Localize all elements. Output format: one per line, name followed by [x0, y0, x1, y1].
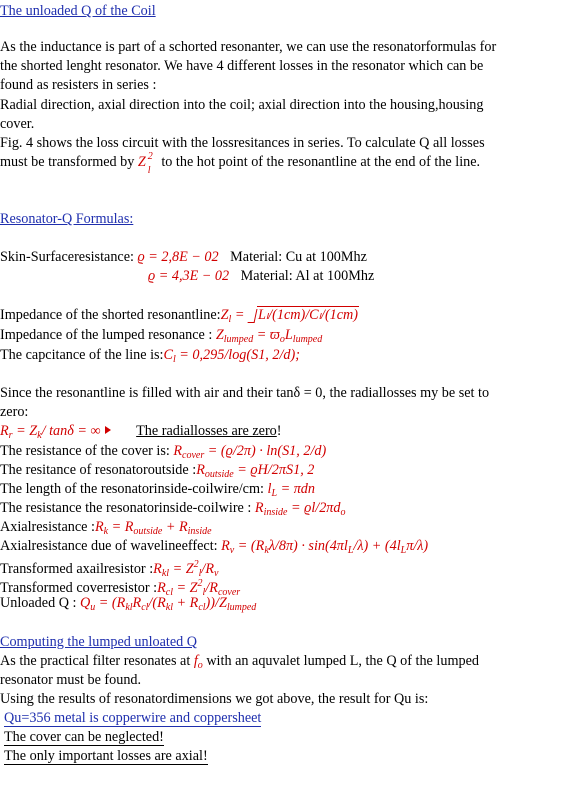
- radial-line-2: zero:: [0, 404, 29, 420]
- fo-symbol: f: [193, 653, 198, 669]
- formula-expression: [268, 481, 315, 497]
- skin-formula-cu: ϱ = 2,8E − 02: [137, 249, 219, 265]
- lumped-line-2: resonator must be found.: [0, 672, 142, 688]
- impedance-lumped-formula: [216, 327, 322, 343]
- formula-part-sub2: kl: [125, 602, 133, 613]
- formula-part-rhs: = ϱl/2πd: [287, 500, 341, 516]
- rr-end: / tanδ = ∞: [41, 423, 101, 439]
- result-cover-text: The cover can be neglected!: [4, 729, 164, 745]
- formula-part-rhs: = (R: [234, 538, 265, 554]
- result-axial: [4, 747, 208, 765]
- formula-label: The resitance of resonatoroutside :: [0, 462, 197, 478]
- formula-part-sub2: k: [264, 545, 269, 556]
- formula-part-sup2: 2: [193, 559, 199, 570]
- capacitance-line: [0, 346, 300, 369]
- formula-part-rhs: = (ϱ/2π) · ln(S1, 2/d): [204, 443, 327, 459]
- formula-expression: [80, 595, 256, 611]
- fo-formula: [194, 653, 203, 669]
- formula-part-sub2: l: [202, 587, 206, 598]
- formula-part-sub3: cl: [141, 602, 149, 613]
- fo-sub: o: [197, 660, 203, 671]
- skin-line-2: [148, 267, 374, 285]
- formula-part-sub2: o: [340, 507, 346, 518]
- formula-label: Unloaded Q :: [0, 595, 80, 611]
- formula-part-f: R: [221, 538, 230, 554]
- formula-part-sub: v: [229, 545, 235, 556]
- intro-line-7-end: to the hot point of the resonantline at the end of the line.: [161, 154, 481, 170]
- formula-part-rhs: = πdn: [277, 481, 315, 497]
- impedance-line-label: Impedance of the shorted resonantline:: [0, 307, 221, 323]
- formula-part-sub: u: [90, 602, 96, 613]
- l-sub: lumped: [292, 334, 323, 345]
- formula-part-sub: cl: [165, 587, 173, 598]
- rr-symbol: R: [0, 423, 9, 439]
- omega-part: = ϖ: [253, 327, 280, 343]
- result-cover: [4, 728, 164, 746]
- lumped-line-1a: As the practical filter resonates at: [0, 653, 194, 669]
- omega-sub: o: [279, 334, 285, 345]
- formula-part-sub5: cl: [198, 602, 206, 613]
- rr-sub: r: [8, 430, 13, 441]
- intro-line-2: the shorted lenght resonator. We have 4 different losses in the resonator which can be: [0, 58, 484, 74]
- rr-sub2: k: [37, 430, 42, 441]
- radial-note-end: !: [276, 423, 282, 439]
- skin-line-1: [0, 248, 367, 266]
- formula-part-f: l: [267, 481, 272, 497]
- cl-sub: l: [172, 354, 176, 365]
- formula-part-f: R: [254, 500, 264, 516]
- arrow-right-icon: [105, 426, 111, 434]
- impedance-line-formula: $Z_l = L_l/(1cm)/C_l/(1cm)$: [220, 307, 359, 325]
- formula-part-rhs5: ))/Z: [205, 595, 227, 611]
- formula-part-rhs2: + R: [162, 519, 188, 535]
- formula-expression: [255, 500, 346, 516]
- formula-part-f: R: [173, 443, 183, 459]
- skin-label: Skin-Surfaceresistance:: [0, 249, 134, 265]
- intro-line-5: cover.: [0, 116, 35, 132]
- result-qu-text: Qu=356 metal is copperwire and coppersheet: [4, 710, 262, 726]
- section-heading-lumped: Computing the lumped unloated Q: [0, 634, 198, 650]
- z-sub: l: [147, 164, 151, 176]
- intro-line-3: found as resisters in series :: [0, 77, 157, 93]
- formula-part-sub3: inside: [187, 526, 212, 537]
- formula-label: The resistance the resonatorinside-coilwire :: [0, 500, 255, 516]
- formula-part-sub: k: [103, 526, 109, 537]
- formula-part-rhs: = R: [108, 519, 134, 535]
- radial-note: The radiallosses are zero: [136, 423, 277, 439]
- formula-part-sub6: lumped: [226, 602, 257, 613]
- formula-part-f: R: [153, 561, 162, 577]
- z-symbol: Z: [137, 154, 146, 170]
- formula-part-sub: inside: [263, 507, 288, 518]
- skin-material-cu: Material: Cu at 100Mhz: [230, 249, 367, 265]
- cl-symbol: C: [163, 347, 173, 363]
- intro-line-7: [0, 150, 481, 176]
- formula-expression: [173, 443, 326, 459]
- formula-label: Axialresistance due of wavelineeffect:: [0, 538, 222, 554]
- radial-formula: [0, 423, 101, 439]
- page-title: The unloaded Q of the Coil: [0, 3, 156, 19]
- cl-rhs: = 0,295/log(S1, 2/d);: [175, 347, 300, 363]
- formula-part-rhs2: /R: [201, 561, 214, 577]
- formula-part-rhs: = ϱH/2πS1, 2: [233, 462, 315, 478]
- result-axial-text: The only important losses are axial!: [4, 748, 208, 764]
- formula-part-sub2: l: [198, 568, 202, 579]
- formula-part-rhs: = Z: [169, 561, 194, 577]
- formula-part-rhs3: /(R: [148, 595, 166, 611]
- intro-line-1: As the inductance is part of a schorted resonanter, we can use the resonatorformulas for: [0, 39, 497, 55]
- formula-label: Axialresistance :: [0, 519, 95, 535]
- formula-part-sub: cover: [182, 450, 205, 461]
- formula-part-f: R: [196, 462, 205, 478]
- intro-line-6: Fig. 4 shows the loss circuit with the lossresitances in series. To calculate Q all losses: [0, 135, 485, 151]
- formula-part-rhs4: π/λ): [406, 538, 429, 554]
- zlumped-symbol: Z: [215, 327, 224, 343]
- radial-line-1: Since the resonantline is filled with air and their tanδ = 0, the radiallosses my be set to: [0, 385, 490, 401]
- formula-part-rhs: = Z: [172, 580, 198, 596]
- formula-part-rhs: = (R: [95, 595, 126, 611]
- zl-symbol: Z: [220, 307, 229, 323]
- formula-part-f: R: [94, 519, 104, 535]
- formula-part-sub4: kl: [165, 602, 173, 613]
- formula-label: The length of the resonatorinside-coilwire/cm:: [0, 481, 268, 497]
- z-squared-formula: [137, 150, 158, 176]
- formula-part-rhs2: /R: [205, 580, 218, 596]
- intro-line-4: Radial direction, axial direction into the coil; axial direction into the housing,housing: [0, 97, 484, 113]
- formula-part-rhs4: + R: [172, 595, 199, 611]
- formula-part-sub3: L: [347, 545, 354, 556]
- result-qu: [4, 709, 261, 727]
- formula-expression: [95, 519, 212, 535]
- formula-part-sub4: L: [400, 545, 407, 556]
- section-heading-formulas: Resonator-Q Formulas:: [0, 211, 134, 227]
- zl-sub: l: [228, 314, 232, 325]
- capacitance-label: The capcitance of the line is:: [0, 347, 164, 363]
- formula-part-sub: L: [271, 488, 278, 499]
- formula-part-sub: outside: [204, 469, 234, 480]
- formula-label: Transformed axailresistor :: [0, 561, 154, 577]
- formula-part-rhs3: /λ) + (4l: [353, 538, 401, 554]
- formula-part-f: R: [157, 580, 166, 596]
- intro-line-7-text: must be transformed by: [0, 154, 135, 170]
- formula-part-sub3: v: [214, 568, 219, 579]
- lumped-line-1b: with an aquvalet lumped L, the Q of the lumped: [202, 653, 479, 669]
- capacitance-formula: [163, 347, 300, 363]
- formula-part-f: Q: [80, 595, 91, 611]
- impedance-lumped-label: Impedance of the lumped resonance :: [0, 327, 213, 343]
- sqrt-symbol: [248, 306, 359, 324]
- formula-part-rhs2: R: [132, 595, 142, 611]
- skin-formula-al: ϱ = 4,3E − 02: [148, 268, 230, 284]
- rr-mid: = Z: [12, 423, 38, 439]
- zlumped-sub: lumped: [223, 334, 254, 345]
- formula-expression: [196, 462, 314, 478]
- formula-expression: [221, 538, 428, 554]
- formula-part-sub3: cover: [217, 587, 241, 598]
- skin-material-al: Material: Al at 100Mhz: [240, 268, 375, 284]
- z-sup: 2: [147, 150, 153, 162]
- formula-part-sup2: 2: [197, 578, 203, 589]
- formula-line: [0, 594, 256, 617]
- formula-label: The resistance of the cover is:: [0, 443, 174, 459]
- formula-part-sub: kl: [161, 568, 170, 579]
- sqrt-radicand: Lₗ/(1cm)/Cₗ/(1cm): [257, 307, 359, 323]
- formula-part-rhs2: λ/8π) · sin(4πl: [268, 538, 348, 554]
- formula-part-sub2: outside: [133, 526, 163, 537]
- formula-label: Transformed coverresistor :: [0, 580, 158, 596]
- lumped-line-3: Using the results of resonatordimensions we got above, the result for Qu is:: [0, 691, 429, 707]
- l-part: L: [284, 327, 293, 343]
